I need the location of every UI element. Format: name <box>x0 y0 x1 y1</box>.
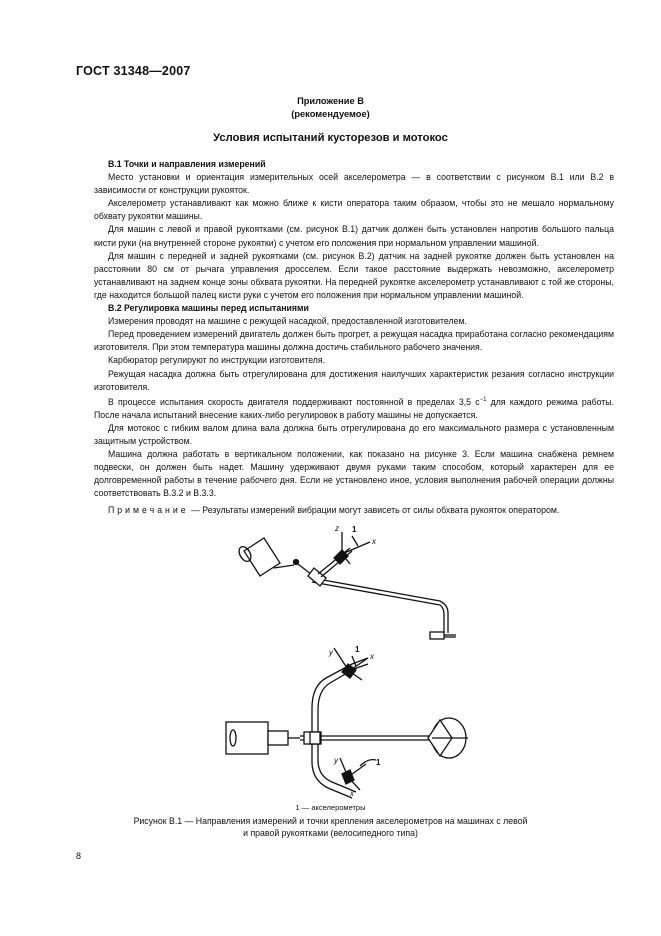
paragraph: Для машин с передней и задней рукоятками (см. рисунок В.2) датчик на задней рукоятке должен быть установлен на расстоянии 80 см от рычага управления дросселем. Если такое расстояние выдержать невозможно, акселерометр устанавливают на заднем конце зоны обхвата рукоятки. На передней рукоятке акселерометр устанавливают с той же стороны, где находится большой палец кисти руки с учетом его положения при нормальном управлении машиной. <box>94 250 614 300</box>
speed-text: В процессе испытания скорость двигателя поддерживают постоянной в пределах 3,5 с <box>108 396 480 407</box>
axis-label-x-upper: x <box>370 652 374 661</box>
note-label: Примечание <box>108 505 189 516</box>
figure-caption <box>0 815 661 839</box>
callout-top: 1 <box>352 525 357 534</box>
accelerometer-top <box>334 532 370 564</box>
paragraph: Для мотокос с гибким валом длина вала должна быть отрегулирована до его максимального размера с установленным защитным устройством. <box>94 422 614 446</box>
engine-housing-bottom <box>226 722 300 754</box>
note-text: — Результаты измерений вибрации могут зависеть от силы обхвата рукояток оператором. <box>188 505 560 516</box>
callout-upper: 1 <box>355 645 360 654</box>
caption-line: и правой рукоятками (велосипедного типа) <box>243 828 418 838</box>
axis-label-x-top: x <box>372 537 376 546</box>
paragraph: Карбюратор регулируют по инструкции изготовителя. <box>108 355 326 366</box>
cutting-head <box>428 718 468 758</box>
axis-label-z-top: z <box>335 524 339 533</box>
callout-lower: 1 <box>376 758 381 767</box>
heading-b2: В.2 Регулировка машины перед испытаниями <box>108 303 309 314</box>
note <box>94 504 614 517</box>
paragraph <box>94 394 614 422</box>
annex-title: Приложение В <box>297 96 364 106</box>
accelerometer-lower-handle <box>340 758 376 790</box>
shaft-top <box>312 578 456 639</box>
section-title: Условия испытаний кусторезов и мотокос <box>213 132 448 144</box>
bicycle-handles <box>310 658 368 798</box>
paragraph: Перед проведением измерений двигатель должен быть прогрет, а режущая насадка приработана согласно рекомендациям изготовителя. При этом температура машины должна достичь стабильного рабочего значения. <box>94 329 614 353</box>
heading-b1: В.1 Точки и направления измерений <box>108 159 266 169</box>
speed-text-end: для каждого режима работы. После начала испытаний внесение каких-либо регулировок в работу машины не допускается. <box>94 396 614 420</box>
page-number: 8 <box>76 851 82 861</box>
paragraph: Место установки и ориентация измерительных осей акселерометра — в соответствии с рисунком В.1 или В.2 в зависимости от конструкции рукояток. <box>94 172 614 196</box>
paragraph: Машина должна работать в вертикальном положении, как показано на рисунке 3. Если машина снабжена ремнем подвески, он должен быть надет. Машину удерживают двумя руками таким способом, который характерен для ее долговременной работы в течение рабочего дня. Если не установлено иное, условия выполнения рабочей операции должны соответствовать В.3.2 и В.3.3. <box>94 448 614 499</box>
engine-housing-top <box>237 538 312 576</box>
speed-exponent: −1 <box>479 396 487 403</box>
body-text <box>94 158 614 517</box>
figure-legend: 1 — акселерометры <box>295 803 366 812</box>
figure-b1-drawing <box>200 518 510 808</box>
axis-label-y-upper: y <box>329 648 333 657</box>
standard-designation: ГОСТ 31348—2007 <box>76 64 191 78</box>
paragraph: Акселерометр устанавливают как можно ближе к кисти оператора таким образом, чтобы это не мешало нормальному обхвату рукоятки машины. <box>94 198 614 222</box>
axis-label-x-lower: x <box>350 789 354 798</box>
paragraph: Измерения проводят на машине с режущей насадкой, предоставленной изготовителем. <box>108 316 467 327</box>
caption-line: Рисунок В.1 — Направления измерений и точки крепления акселерометров на машинах с левой <box>133 816 528 826</box>
paragraph: Режущая насадка должна быть отрегулирована для достижения наилучших характеристик резания согласно инструкции изготовителя. <box>94 368 614 392</box>
annex-status: (рекомендуемое) <box>291 109 370 119</box>
paragraph: Для машин с левой и правой рукоятками (см. рисунок В.1) датчик должен быть установлен напротив большого пальца кисти руки (на внутренней стороне рукоятки) с учетом его положения при нормальном управлении машиной. <box>94 224 614 248</box>
axis-label-y-lower: y <box>334 756 338 765</box>
